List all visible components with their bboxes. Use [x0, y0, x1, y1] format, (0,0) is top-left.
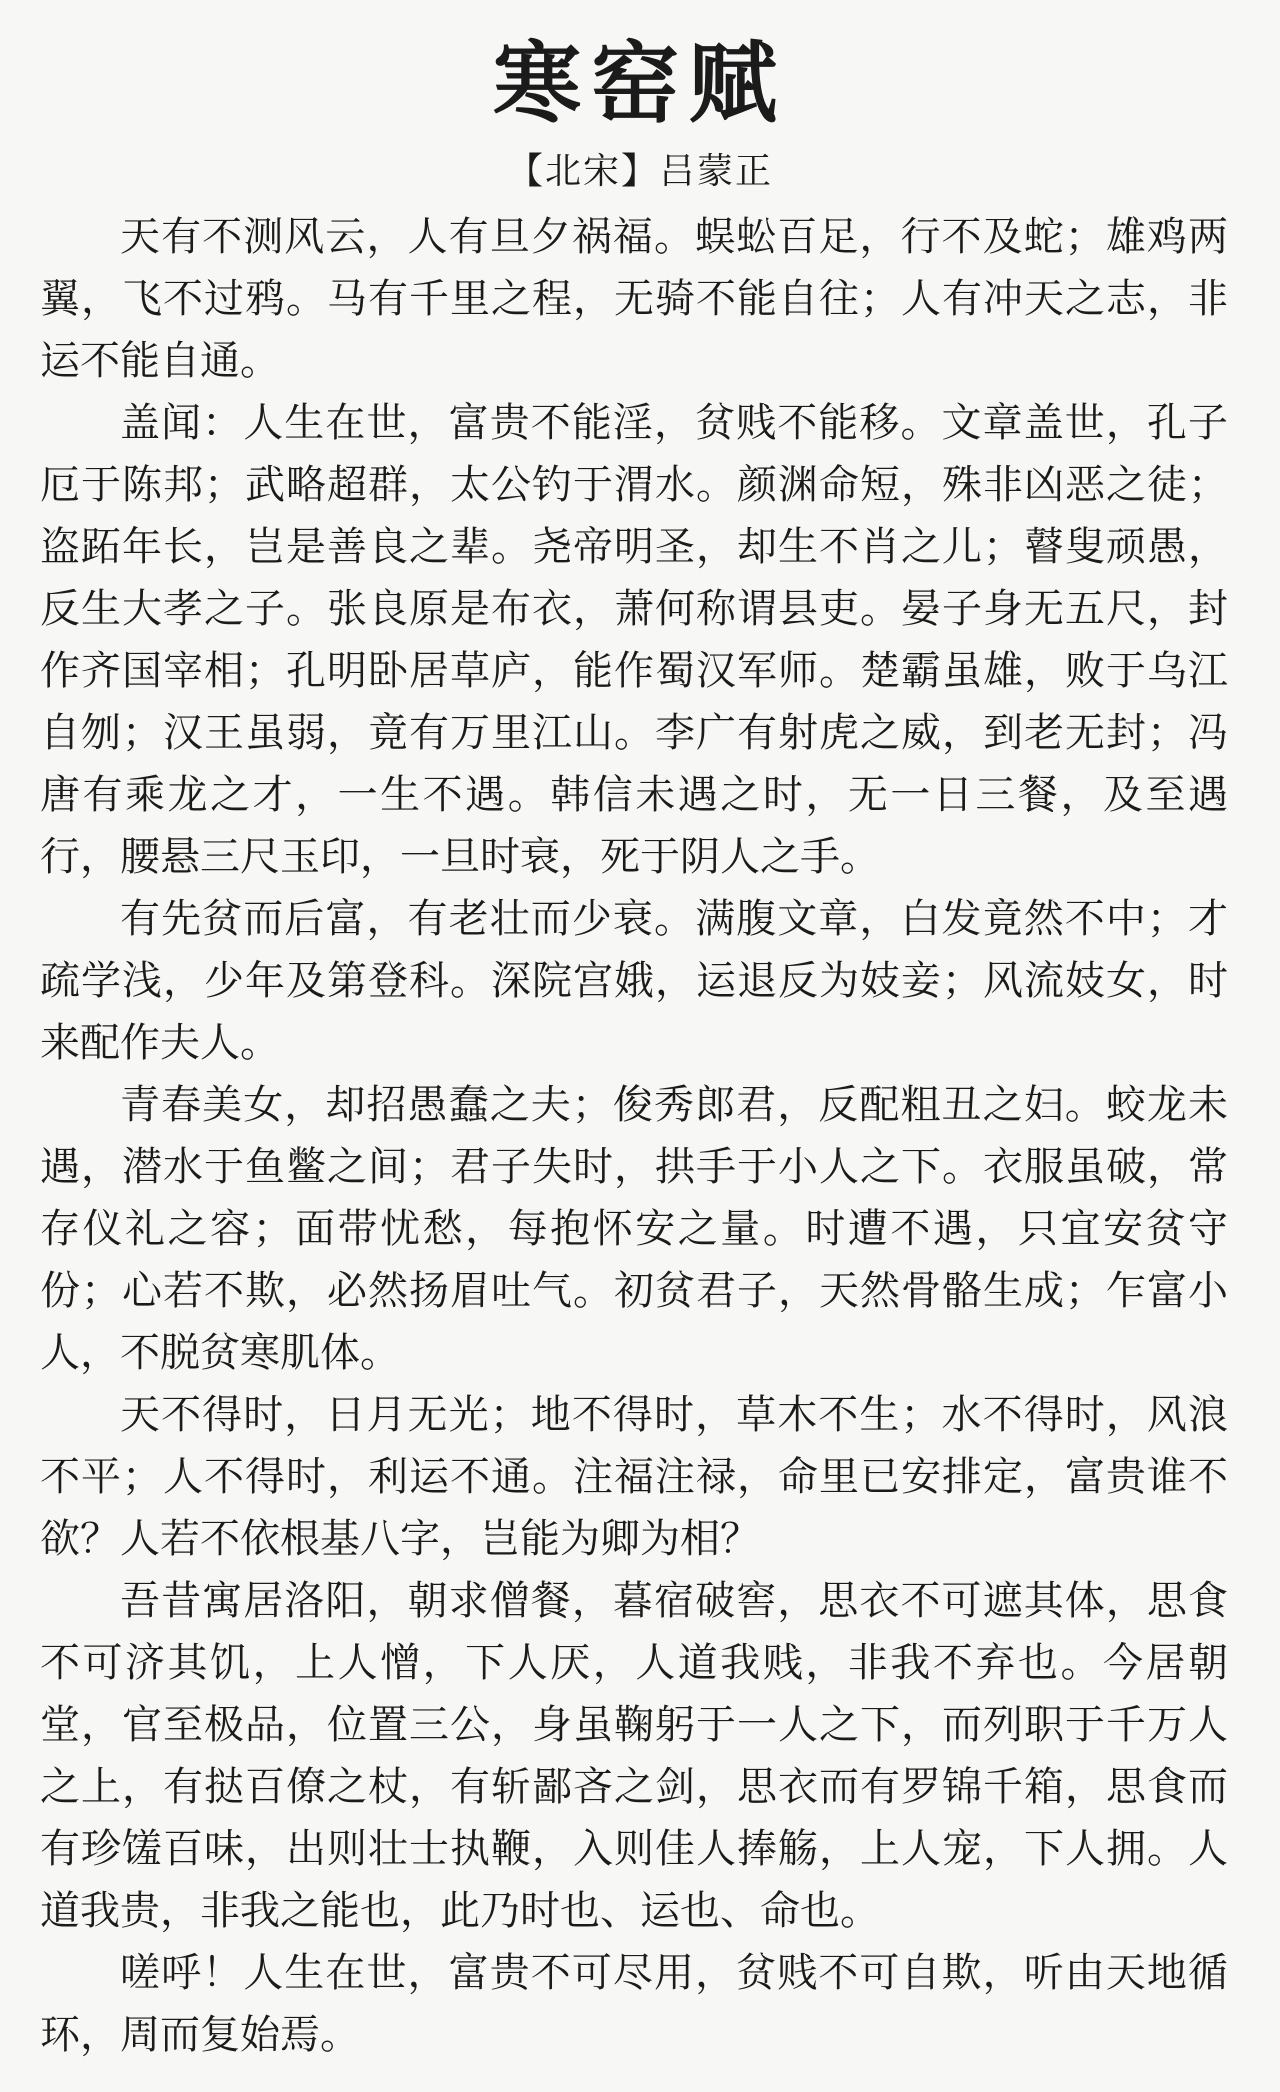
paragraph: 嗟呼！人生在世，富贵不可尽用，贫贱不可自欺，听由天地循环，周而复始焉。 — [40, 1950, 1228, 2058]
paragraph: 盖闻：人生在世，富贵不能淫，贫贱不能移。文章盖世，孔子厄于陈邦；武略超群，太公钓于渭水。颜渊命短，殊非凶恶之徒；盗跖年长，岂是善良之辈。尧帝明圣，却生不肖之儿；瞽叟顽愚，反生大孝之子。张良原是布衣，萧何称谓县吏。晏子身无五尺，封作齐国宰相；孔明卧居草庐，能作蜀汉军师。楚霸虽雄，败于乌江自刎；汉王虽弱，竟有万里江山。李广有射虎之威，到老无封；冯唐有乘龙之才，一生不遇。韩信未遇之时，无一日三餐，及至遇行，腰悬三尺玉印，一旦时衰，死于阴人之手。 — [40, 400, 1228, 880]
paragraph: 青春美女，却招愚蠢之夫；俊秀郎君，反配粗丑之妇。蛟龙未遇，潜水于鱼鳖之间；君子失时，拱手于小人之下。衣服虽破，常存仪礼之容；面带忧愁，每抱怀安之量。时遭不遇，只宜安贫守份；心若不欺，必然扬眉吐气。初贫君子，天然骨骼生成；乍富小人，不脱贫寒肌体。 — [40, 1082, 1228, 1376]
document-body — [40, 206, 1228, 2066]
paragraph: 天有不测风云，人有旦夕祸福。蜈蚣百足，行不及蛇；雄鸡两翼，飞不过鸦。马有千里之程，无骑不能自往；人有冲天之志，非运不能自通。 — [40, 214, 1228, 384]
paragraph: 天不得时，日月无光；地不得时，草木不生；水不得时，风浪不平；人不得时，利运不通。注福注禄，命里已安排定，富贵谁不欲？人若不依根基八字，岂能为卿为相？ — [40, 1392, 1228, 1562]
paragraph: 吾昔寓居洛阳，朝求僧餐，暮宿破窖，思衣不可遮其体，思食不可济其饥，上人憎，下人厌，人道我贱，非我不弃也。今居朝堂，官至极品，位置三公，身虽鞠躬于一人之下，而列职于千万人之上，有挞百僚之杖，有斩鄙吝之剑，思衣而有罗锦千箱，思食而有珍馐百味，出则壮士执鞭，入则佳人捧觞，上人宠，下人拥。人道我贵，非我之能也，此乃时也、运也、命也。 — [40, 1578, 1228, 1934]
paragraph: 有先贫而后富，有老壮而少衰。满腹文章，白发竟然不中；才疏学浅，少年及第登科。深院宫娥，运退反为妓妾；风流妓女，时来配作夫人。 — [40, 896, 1228, 1066]
document-title: 寒窑赋 — [492, 31, 787, 135]
document-author: 【北宋】吕蒙正 — [506, 151, 773, 192]
